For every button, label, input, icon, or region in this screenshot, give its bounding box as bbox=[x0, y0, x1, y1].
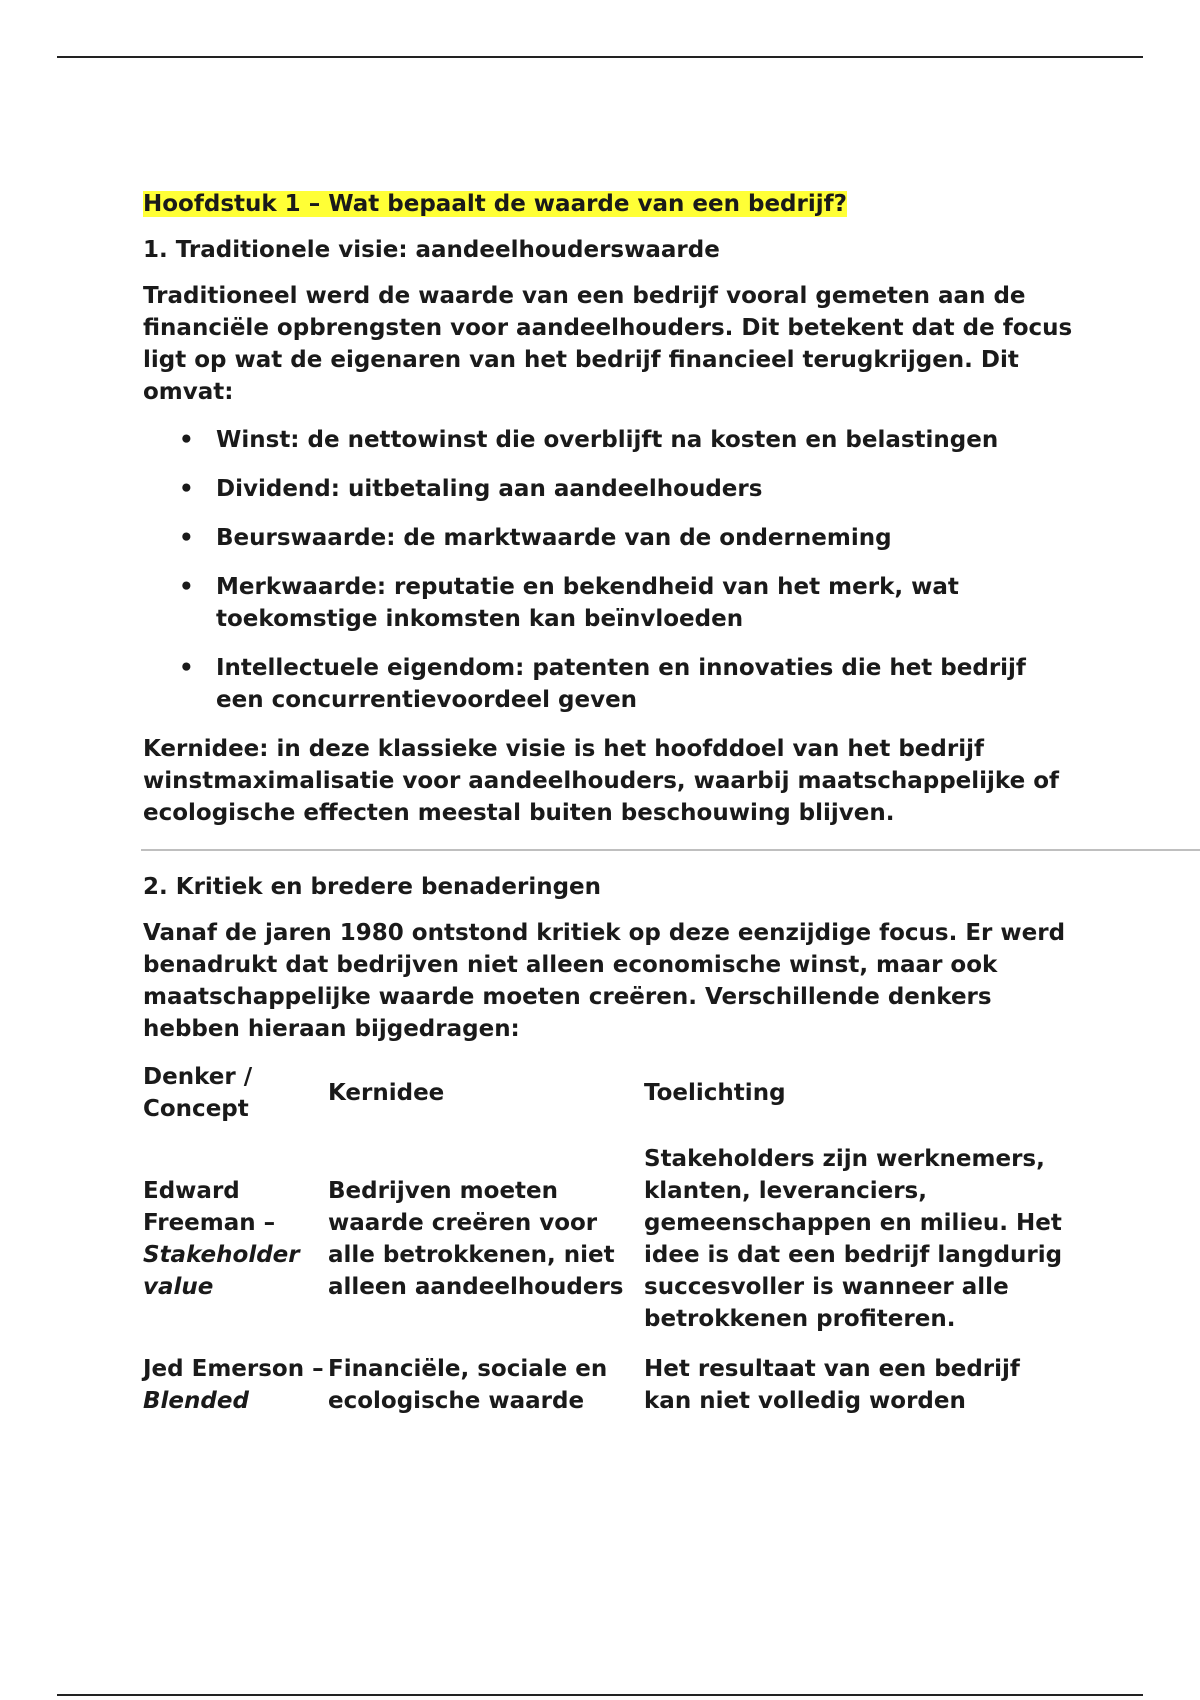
table-cell-toelichting: Het resultaat van een bedrijf kan niet volledig worden bbox=[644, 1356, 1020, 1414]
table-header-toelichting: Toelichting bbox=[644, 1080, 786, 1106]
bullet-icon: • bbox=[179, 655, 194, 681]
table-cell-denker bbox=[143, 1353, 328, 1435]
section1-heading: 1. Traditionele visie: aandeelhouderswaarde bbox=[143, 237, 720, 263]
list-item-text: Intellectuele eigendom: patenten en innovaties die het bedrijf een concurrentievoordeel geven bbox=[216, 655, 1026, 713]
page-bottom-rule bbox=[57, 1694, 1143, 1696]
list-item bbox=[143, 473, 1073, 505]
section-divider bbox=[141, 849, 1200, 851]
list-item-text: Winst: de nettowinst die overblijft na kosten en belastingen bbox=[216, 427, 999, 453]
denker-concept: Stakeholder value bbox=[143, 1242, 300, 1300]
denker-name: Edward Freeman – bbox=[143, 1178, 276, 1236]
table-header-kernidee: Kernidee bbox=[328, 1080, 445, 1106]
table-header-row bbox=[143, 1061, 1064, 1143]
table-cell-toelichting: Stakeholders zijn werknemers, klanten, leveranciers, gemeenschappen en milieu. Het idee is dat een bedrijf langdurig succesvoller is wanneer alle betrokkenen profiteren. bbox=[644, 1146, 1063, 1332]
table-cell-kernidee: Financiële, sociale en ecologische waarde bbox=[328, 1356, 608, 1414]
section1-conclusion: Kernidee: in deze klassieke visie is het hoofddoel van het bedrijf winstmaximalisatie voor aandeelhouders, waarbij maatschappelijke of ecologische effecten meestal buiten beschouwing blijven. bbox=[143, 736, 1060, 826]
thinkers-table bbox=[143, 1061, 1064, 1435]
page-top-rule bbox=[57, 56, 1143, 58]
denker-concept: Blended bbox=[143, 1388, 249, 1414]
list-item bbox=[143, 522, 1073, 554]
list-item-text: Dividend: uitbetaling aan aandeelhouders bbox=[216, 476, 763, 502]
document-body bbox=[143, 188, 1073, 1435]
table-cell-kernidee: Bedrijven moeten waarde creëren voor alle betrokkenen, niet alleen aandeelhouders bbox=[328, 1178, 624, 1300]
bullet-icon: • bbox=[179, 476, 194, 502]
section1-bullet-list bbox=[143, 424, 1073, 716]
table-row bbox=[143, 1143, 1064, 1353]
list-item-text: Merkwaarde: reputatie en bekendheid van het merk, wat toekomstige inkomsten kan beïnvloeden bbox=[216, 574, 959, 632]
section1-intro: Traditioneel werd de waarde van een bedrijf vooral gemeten aan de financiële opbrengsten voor aandeelhouders. Dit betekent dat de focus ligt op wat de eigenaren van het bedrijf financieel terugkrijgen. Dit omvat: bbox=[143, 283, 1073, 405]
list-item bbox=[143, 652, 1073, 716]
table-header-denker: Denker / Concept bbox=[143, 1064, 253, 1122]
section2-intro: Vanaf de jaren 1980 ontstond kritiek op deze eenzijdige focus. Er werd benadrukt dat bedrijven niet alleen economische winst, maar ook maatschappelijke waarde moeten creëren. Verschillende denkers hebben hieraan bijgedragen: bbox=[143, 920, 1066, 1042]
list-item bbox=[143, 571, 1073, 635]
list-item bbox=[143, 424, 1073, 456]
denker-name: Jed Emerson – bbox=[143, 1356, 324, 1382]
chapter-title-text: Hoofdstuk 1 – Wat bepaalt de waarde van een bedrijf? bbox=[143, 191, 847, 217]
chapter-title bbox=[143, 188, 1073, 220]
table-row bbox=[143, 1353, 1064, 1435]
bullet-icon: • bbox=[179, 427, 194, 453]
list-item-text: Beurswaarde: de marktwaarde van de onderneming bbox=[216, 525, 892, 551]
bullet-icon: • bbox=[179, 525, 194, 551]
bullet-icon: • bbox=[179, 574, 194, 600]
table-cell-denker bbox=[143, 1143, 328, 1353]
section2-heading: 2. Kritiek en bredere benaderingen bbox=[143, 874, 602, 900]
